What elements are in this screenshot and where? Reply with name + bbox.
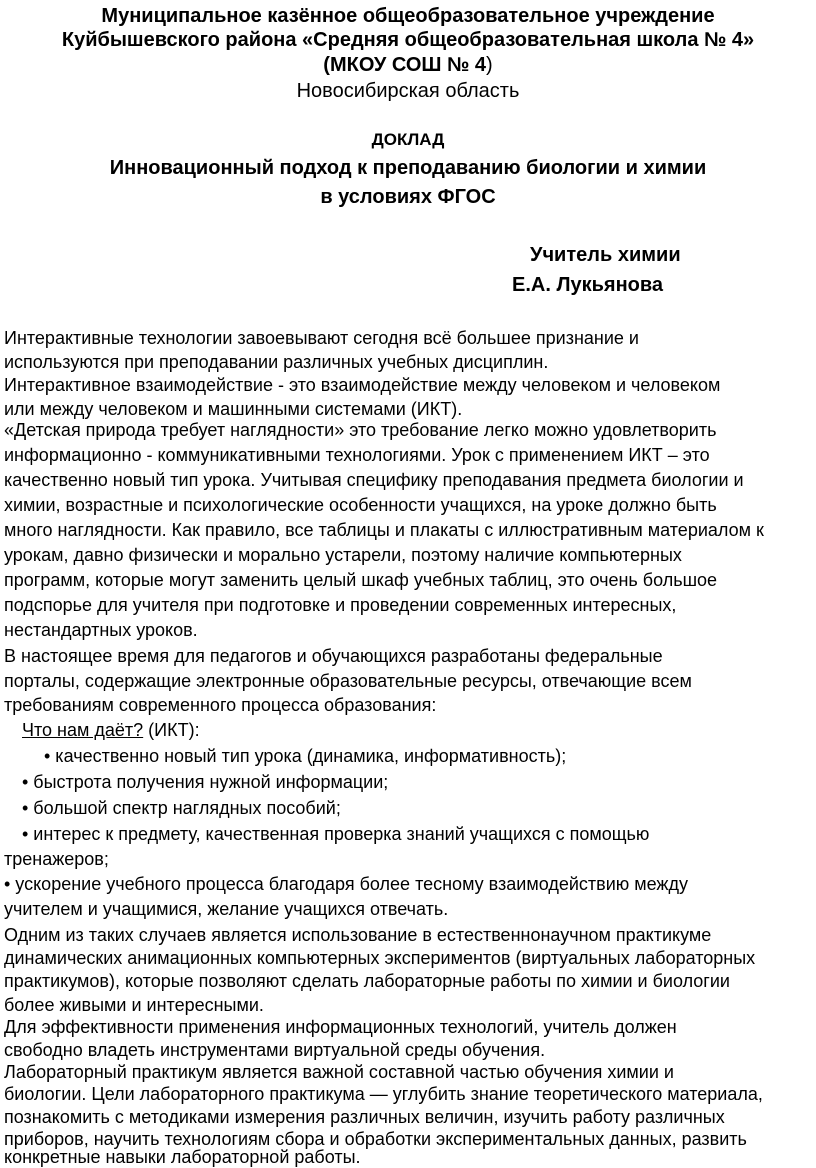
body-line: В настоящее время для педагогов и обучающихся разработаны федеральные [4,646,663,666]
body-line: химии, возрастные и психологические особенности учащихся, на уроке должно быть [4,495,717,515]
question-underlined: Что нам даёт? [22,720,144,740]
body-line: Для эффективности применения информационных технологий, учитель должен [4,1017,677,1037]
bullet-item-continuation: учителем и учащимися, желание учащихся отвечать. [4,899,449,919]
author-name: Е.А. Лукьянова [512,274,664,296]
body-line: динамических анимационных компьютерных экспериментов (виртуальных лабораторных [4,948,756,968]
report-title-line-2: в условиях ФГОС [320,186,496,208]
body-line: много наглядности. Как правило, все таблицы и плакаты с иллюстративным материалом к [4,520,764,540]
body-line: Одним из таких случаев является использование в естественнонаучном практикуме [4,925,712,945]
report-label: ДОКЛАД [371,130,445,149]
bullet-item: • качественно новый тип урока (динамика, информативность); [44,746,567,766]
body-line: программ, которые могут заменить целый шкаф учебных таблиц, это очень большое [4,570,718,590]
school-name-line-1: Муниципальное казённое общеобразовательное учреждение [101,5,715,27]
report-title-line-1: Инновационный подход к преподаванию биологии и химии [109,157,707,179]
body-line: практикумов), которые позволяют сделать лабораторные работы по химии и биологии [4,971,730,991]
bullet-item: • интерес к предмету, качественная проверка знаний учащихся с помощью [22,824,650,844]
body-line: биологии. Цели лабораторного практикума — углубить знание теоретического материала, [4,1084,763,1104]
school-abbrev-close: ) [486,54,493,76]
body-line: нестандартных уроков. [4,620,198,640]
body-line: качественно новый тип урока. Учитывая специфику преподавания предмета биологии и [4,470,744,490]
body-line: урокам, давно физически и морально устарели, поэтому наличие компьютерных [4,545,682,565]
body-line: более живыми и интересными. [4,995,264,1015]
body-line: свободно владеть инструментами виртуальной среды обучения. [4,1040,546,1060]
body-line: конкретные навыки лабораторной работы. [4,1147,361,1167]
bullet-item: • быстрота получения нужной информации; [22,772,389,792]
body-line: Лабораторный практикум является важной составной частью обучения химии и [4,1062,674,1082]
body-line: приборов, научить технологиям сбора и обработки экспериментальных данных, развить [4,1129,747,1149]
bullet-item: • ускорение учебного процесса благодаря более тесному взаимодействию между [4,874,688,894]
body-line: порталы, содержащие электронные образовательные ресурсы, отвечающие всем [4,671,692,691]
body-line: Интерактивные технологии завоевывают сегодня всё большее признание и [4,328,639,348]
question-tail: (ИКТ): [143,720,200,740]
header-line-1 [0,4,816,28]
body-line: Интерактивное взаимодействие - это взаимодействие между человеком и человеком [4,375,721,395]
body-line: требованиям современного процесса образования: [4,695,437,715]
body-line: или между человеком и машинными системами (ИКТ). [4,399,463,419]
body-line: «Детская природа требует наглядности» это требование легко можно удовлетворить [4,420,717,440]
body-line: познакомить с методиками измерения различных величин, изучить работу различных [4,1107,725,1127]
region: Новосибирская область [296,80,520,102]
school-abbrev: (МКОУ СОШ № 4 [323,54,487,76]
school-name-line-2: Куйбышевского района «Средняя общеобразовательная школа № 4» [61,29,755,51]
header-line-3 [0,53,816,77]
bullet-item: • большой спектр наглядных пособий; [22,798,341,818]
author-role: Учитель химии [530,244,681,266]
body-line: подспорье для учителя при подготовке и проведении современных интересных, [4,595,677,615]
body-line: используются при преподавании различных учебных дисциплин. [4,352,549,372]
bullet-item-continuation: тренажеров; [4,849,109,869]
question-line [22,719,200,741]
region-line [0,79,816,103]
body-line: информационно - коммуникативными технологиями. Урок с применением ИКТ – это [4,445,710,465]
header-line-2 [0,28,816,52]
